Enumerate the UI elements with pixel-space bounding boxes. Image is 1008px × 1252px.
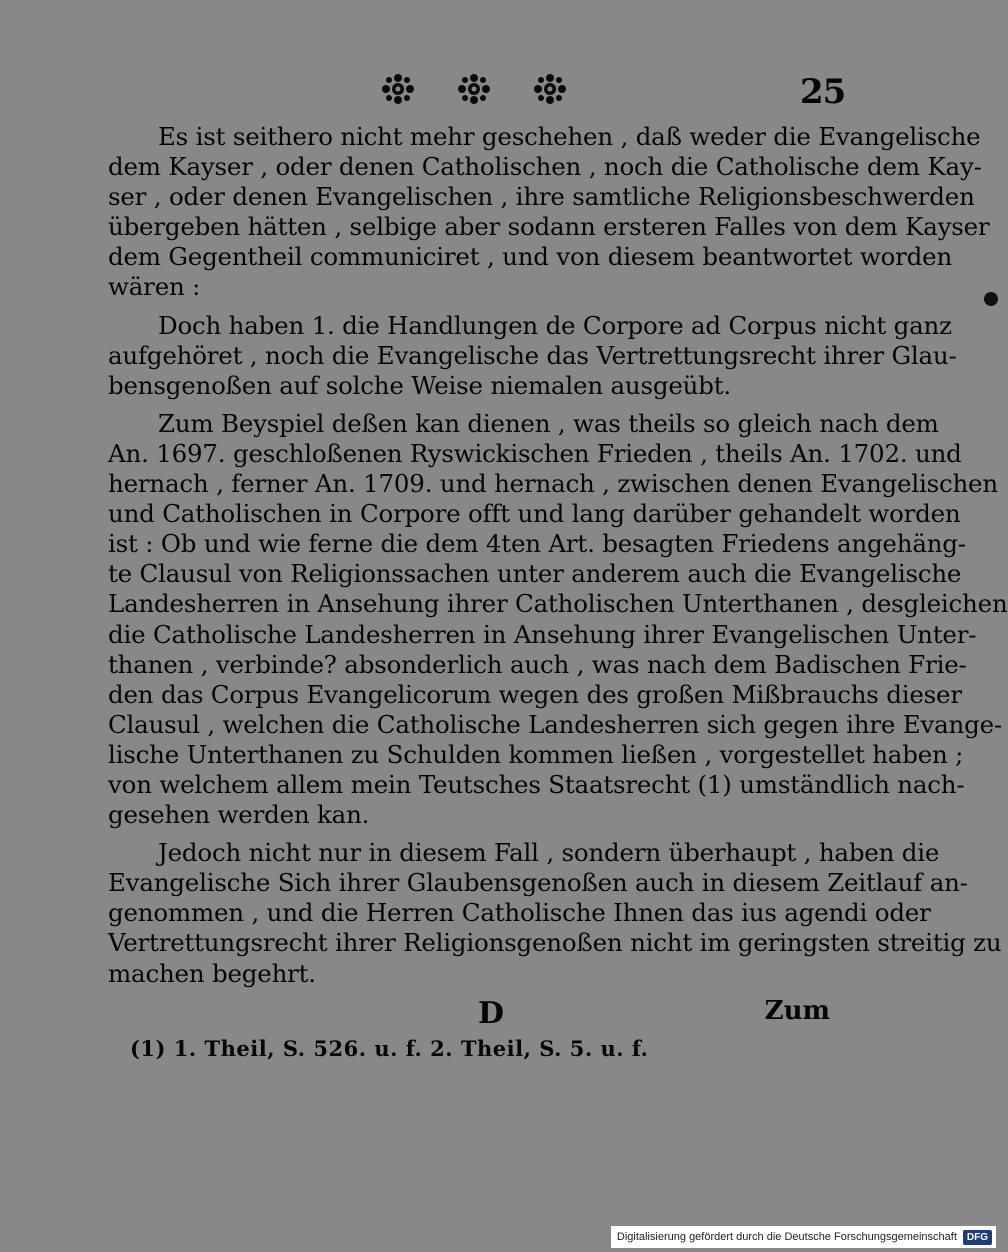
funding-credit [611, 1226, 996, 1248]
text-line: bensgenoßen auf solche Weise niemalen ausgeübt. [108, 370, 731, 400]
page-header [0, 68, 1000, 118]
ink-speck [984, 292, 998, 306]
text-line: dem Kayser , oder denen Catholischen , noch die Catholische dem Kay- [108, 152, 982, 182]
paragraph-4 [108, 838, 1002, 988]
text-line: den das Corpus Evangelicorum wegen des großen Mißbrauchs dieser [108, 679, 962, 709]
text-line: gesehen werden kan. [108, 800, 370, 830]
catchword: Zum [764, 996, 830, 1026]
text-line: Landesherren in Ansehung ihrer Catholischen Unterthanen , desgleichen [108, 589, 1008, 619]
signature-row [108, 996, 830, 1036]
text-line: Jedoch nicht nur in diesem Fall , sondern überhaupt , haben die [158, 838, 940, 868]
text-line: Doch haben 1. die Handlungen de Corpore ad Corpus nicht ganz [158, 310, 952, 340]
text-line: ist : Ob und wie ferne die dem 4ten Art. besagten Friedens angehäng- [108, 529, 966, 559]
credit-text: Digitalisierung gefördert durch die Deutsche Forschungsgemeinschaft [616, 1231, 957, 1243]
paragraph-2 [108, 310, 957, 401]
text-line: Es ist seithero nicht mehr geschehen , daß weder die Evangelische [158, 122, 981, 151]
text-line: Vertrettungsrecht ihrer Religionsgenoßen nicht im geringsten streitig zu [108, 928, 1002, 958]
text-line: genommen , und die Herren Catholische Ihnen das ius agendi oder [108, 898, 931, 928]
text-line: wären : [108, 272, 201, 302]
footnote: (1) 1. Theil, S. 526. u. f. 2. Theil, S. 5. u. f. [130, 1036, 649, 1061]
text-line: von welchem allem mein Teutsches Staatsrecht (1) umständlich nach- [108, 769, 965, 799]
header-ornaments [378, 72, 570, 106]
paragraph-1 [108, 122, 990, 303]
text-line: Zum Beyspiel deßen kan dienen , was theils so gleich nach dem [158, 408, 939, 438]
text-line: Clausul , welchen die Catholische Landesherren sich gegen ihre Evange- [108, 709, 1002, 739]
paragraph-3 [108, 408, 1008, 830]
text-line: hernach , ferner An. 1709. und hernach , zwischen denen Evangelischen [108, 469, 998, 499]
text-line: übergeben hätten , selbige aber sodann ersteren Falles von dem Kayser [108, 212, 990, 242]
text-line: und Catholischen in Corpore offt und lang darüber gehandelt worden [108, 499, 961, 529]
text-line: lische Unterthanen zu Schulden kommen ließen , vorgestellet haben ; [108, 739, 964, 769]
text-line: te Clausul von Religionssachen unter anderem auch die Evangelische [108, 559, 962, 589]
text-line: machen begehrt. [108, 958, 316, 988]
text-line: An. 1697. geschloßenen Ryswickischen Frieden , theils An. 1702. und [108, 438, 962, 468]
body-text [108, 122, 1008, 989]
ornament-icon [530, 72, 570, 106]
text-line: ser , oder denen Evangelischen , ihre samtliche Religionsbeschwerden [108, 182, 975, 212]
text-line: thanen , verbinde? absonderlich auch , was nach dem Badischen Frie- [108, 649, 967, 679]
signature-mark: D [478, 996, 505, 1031]
dfg-logo-icon: DFG [963, 1230, 992, 1245]
text-line: die Catholische Landesherren in Ansehung ihrer Evangelischen Unter- [108, 619, 977, 649]
ornament-icon [378, 72, 418, 106]
text-line: aufgehöret , noch die Evangelische das Vertrettungsrecht ihrer Glau- [108, 340, 957, 370]
text-line: Evangelische Sich ihrer Glaubensgenoßen auch in diesem Zeitlauf an- [108, 868, 968, 898]
text-line: dem Gegentheil communiciret , und von diesem beantwortet worden [108, 242, 953, 272]
ornament-icon [454, 72, 494, 106]
page-number: 25 [800, 72, 846, 112]
